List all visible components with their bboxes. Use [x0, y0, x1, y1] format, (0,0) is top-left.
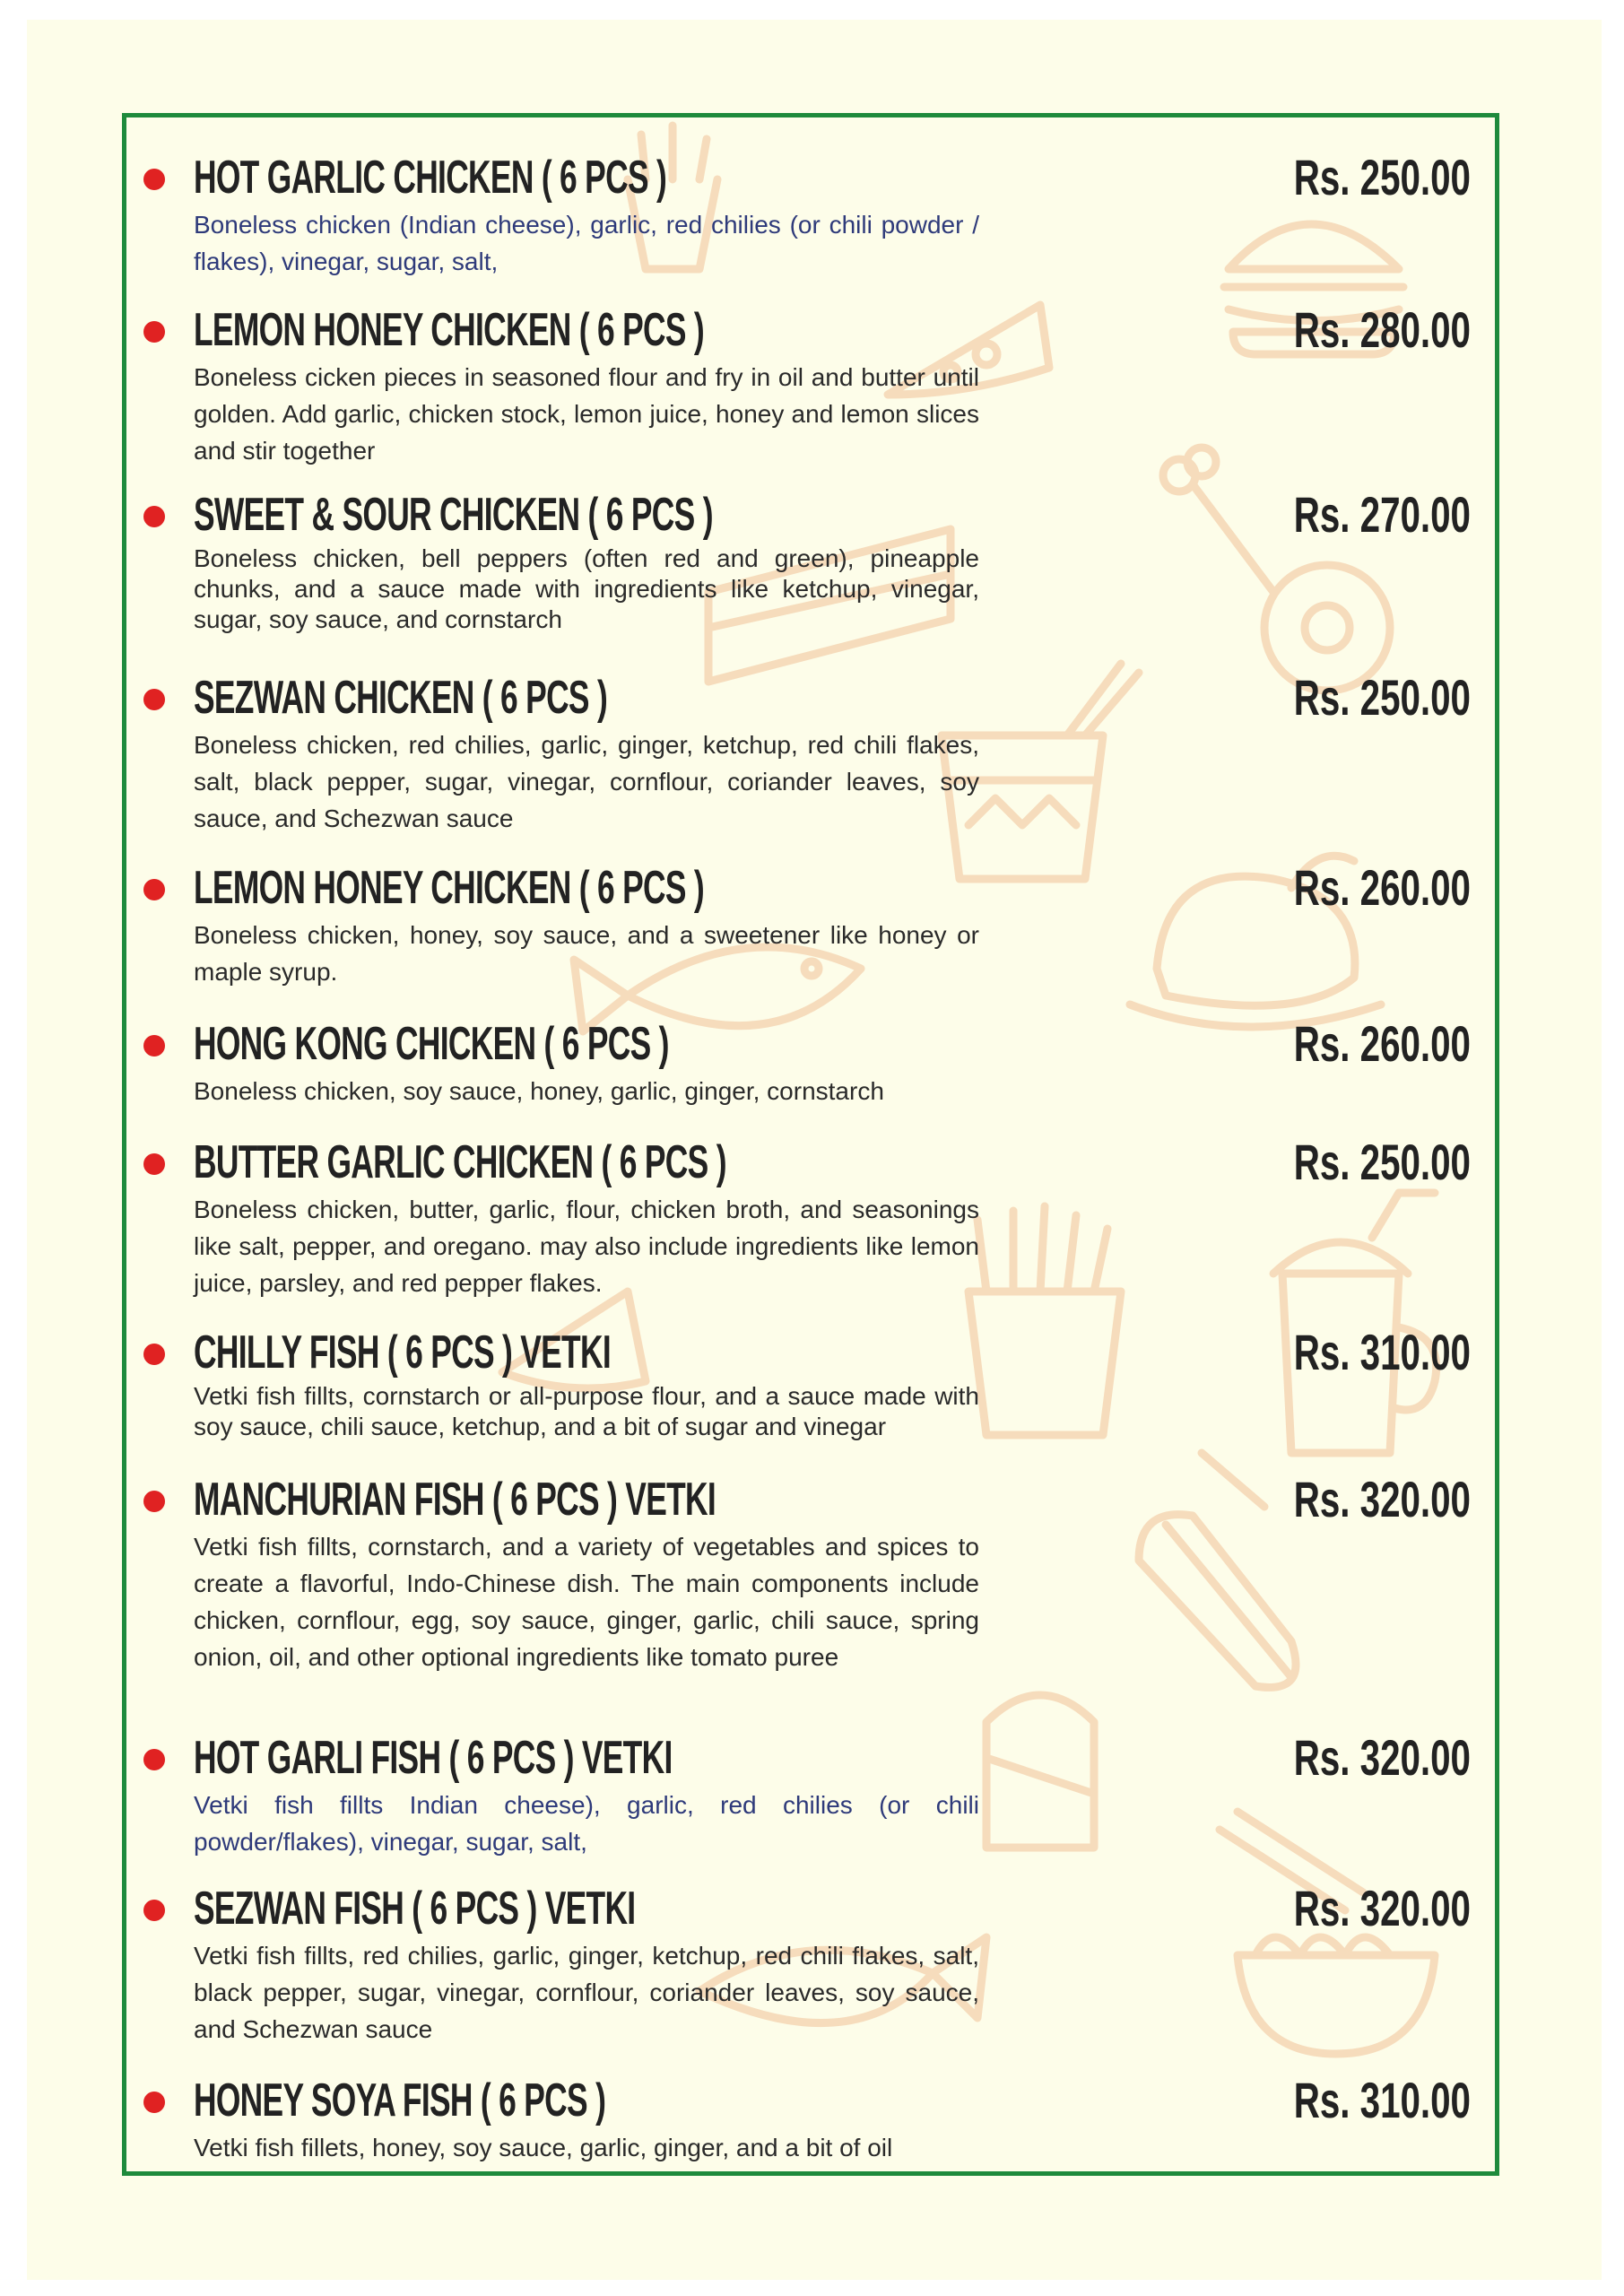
item-price: Rs. 260.00	[1293, 1015, 1471, 1072]
item-name: SEZWAN FISH ( 6 PCS ) VETKI	[194, 1883, 636, 1935]
item-price: Rs. 250.00	[1293, 1134, 1471, 1190]
item-name: HOT GARLI FISH ( 6 PCS ) VETKI	[194, 1732, 673, 1784]
bullet-icon	[143, 321, 165, 343]
item-price: Rs. 320.00	[1293, 1471, 1471, 1527]
item-price: Rs. 260.00	[1293, 859, 1471, 916]
bullet-icon	[143, 2092, 165, 2113]
bullet-icon	[143, 689, 165, 710]
item-name: SEZWAN CHICKEN ( 6 PCS )	[194, 672, 608, 724]
item-price: Rs. 250.00	[1293, 669, 1471, 726]
item-price: Rs. 310.00	[1293, 2072, 1471, 2128]
bullet-icon	[143, 169, 165, 190]
item-name: CHILLY FISH ( 6 PCS ) VETKI	[194, 1326, 611, 1378]
item-description: Vetki fish fillts Indian cheese), garlic, red chilies (or chili powder/flakes), vinegar, sugar, salt,	[194, 1791, 979, 1856]
bullet-icon	[143, 1900, 165, 1921]
item-description: Boneless cicken pieces in seasoned flour and fry in oil and butter until golden. Add garlic, chicken stock, lemon juice, honey and lemon slices and stir together	[194, 363, 979, 465]
bullet-icon	[143, 1491, 165, 1512]
item-price: Rs. 270.00	[1293, 486, 1471, 543]
item-price: Rs. 320.00	[1293, 1729, 1471, 1786]
item-price: Rs. 280.00	[1293, 301, 1471, 358]
item-description: Boneless chicken (Indian cheese), garlic, red chilies (or chili powder / flakes), vinegar, sugar, salt,	[194, 211, 979, 275]
bullet-icon	[143, 1749, 165, 1770]
bullet-icon	[143, 879, 165, 900]
item-description: Vetki fish fillets, honey, soy sauce, garlic, ginger, and a bit of oil	[194, 2134, 893, 2161]
item-name: LEMON HONEY CHICKEN ( 6 PCS )	[194, 304, 705, 356]
bullet-icon	[143, 1153, 165, 1175]
bullet-icon	[143, 1035, 165, 1057]
item-description: Boneless chicken, bell peppers (often red and green), pineapple chunks, and a sauce made with ingredients like ketchup, vinegar, sugar, soy sauce, and cornstarch	[194, 544, 979, 633]
item-price: Rs. 320.00	[1293, 1880, 1471, 1936]
item-description: Boneless chicken, soy sauce, honey, garlic, ginger, cornstarch	[194, 1077, 884, 1105]
item-name: BUTTER GARLIC CHICKEN ( 6 PCS )	[194, 1136, 726, 1188]
item-name: LEMON HONEY CHICKEN ( 6 PCS )	[194, 862, 705, 914]
item-name: SWEET & SOUR CHICKEN ( 6 PCS )	[194, 489, 713, 541]
item-name: HOT GARLIC CHICKEN ( 6 PCS )	[194, 152, 667, 204]
item-price: Rs. 310.00	[1293, 1324, 1471, 1380]
item-description: Boneless chicken, honey, soy sauce, and a sweetener like honey or maple syrup.	[194, 921, 979, 986]
item-name: HONG KONG CHICKEN ( 6 PCS )	[194, 1018, 669, 1070]
item-name: HONEY SOYA FISH ( 6 PCS )	[194, 2074, 606, 2126]
item-name: MANCHURIAN FISH ( 6 PCS ) VETKI	[194, 1474, 716, 1526]
item-description: Boneless chicken, butter, garlic, flour, chicken broth, and seasonings like salt, pepper, and oregano. may also include ingredients like lemon juice, parsley, and red pepper flakes.	[194, 1196, 979, 1297]
item-price: Rs. 250.00	[1293, 149, 1471, 205]
item-description: Vetki fish fillts, cornstarch or all-purpose flour, and a sauce made with soy sauce, chili sauce, ketchup, and a bit of sugar and vinegar	[194, 1382, 979, 1440]
bullet-icon	[143, 1344, 165, 1365]
item-description: Boneless chicken, red chilies, garlic, ginger, ketchup, red chili flakes, salt, black pepper, sugar, vinegar, cornflour, coriander leaves, soy sauce, and Schezwan sauce	[194, 731, 979, 832]
item-description: Vetki fish fillts, cornstarch, and a variety of vegetables and spices to create a flavorful, Indo-Chinese dish. The main components include chicken, cornflour, egg, soy sauce, ginger, garlic, chili sauce, spring onion, oil, and other optional ingredients like tomato puree	[194, 1533, 979, 1671]
item-description: Vetki fish fillts, red chilies, garlic, ginger, ketchup, red chili flakes, salt, black pepper, sugar, vinegar, cornflour, coriander leaves, soy sauce, and Schezwan sauce	[194, 1942, 979, 2043]
bullet-icon	[143, 506, 165, 527]
